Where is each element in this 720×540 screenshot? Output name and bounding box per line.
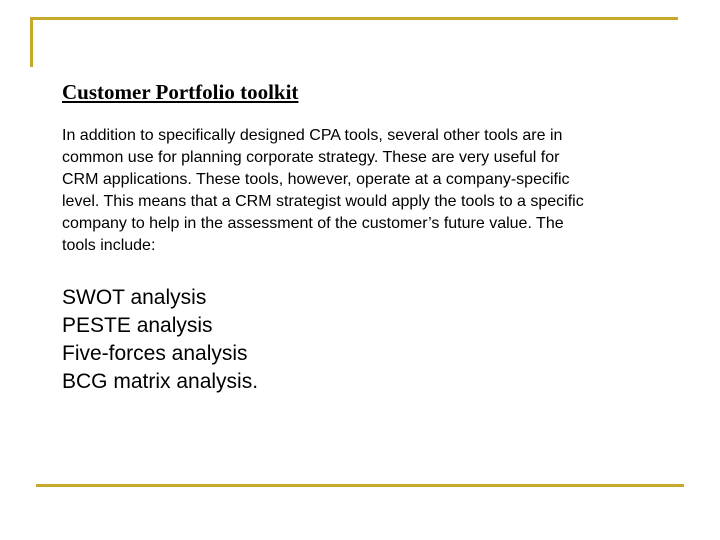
list-item: Five-forces analysis: [62, 342, 248, 365]
list-item: BCG matrix analysis.: [62, 370, 259, 393]
bottom-accent-rule: [36, 484, 684, 487]
left-accent-rule: [30, 17, 33, 67]
slide-title: Customer Portfolio toolkit: [62, 80, 299, 104]
body-paragraph: In addition to specifically designed CPA tools, several other tools are in common use for planning corporate strategy. These are very useful for CRM applications. These tools, however, operate at a company-specific level. This means that a CRM strategist would apply the tools to a specific company to help in the assessment of the customer’s future value. The tools include:: [62, 127, 584, 254]
list-item: SWOT analysis: [62, 286, 207, 309]
top-accent-rule: [30, 17, 678, 20]
list-item: PESTE analysis: [62, 314, 213, 337]
tool-list: [62, 284, 258, 396]
